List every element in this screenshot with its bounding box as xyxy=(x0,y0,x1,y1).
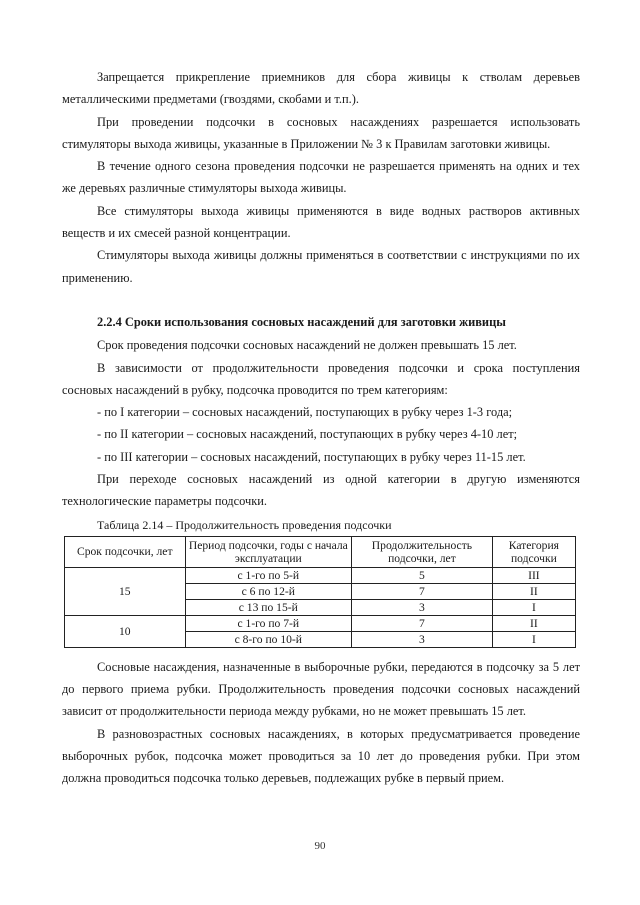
cell-term: 15 xyxy=(65,567,186,615)
tapping-duration-table xyxy=(64,536,576,648)
paragraph-categories-intro: В зависимости от продолжительности проведения подсочки и срока поступления сосновых насаждений в рубку, подсочка проводится по трем категориям: xyxy=(62,360,580,397)
table-header-row xyxy=(65,536,576,567)
paragraph-season-restriction: В течение одного сезона проведения подсочки не разрешается применять на одних и тех же деревьях различные стимуляторы выхода живицы. xyxy=(62,159,580,196)
cell-period: с 6 по 12-й xyxy=(185,583,352,599)
cell-category: I xyxy=(492,599,575,615)
cell-term: 10 xyxy=(65,615,186,647)
header-tapping-term: Срок подсочки, лет xyxy=(65,536,186,567)
page-number: 90 xyxy=(314,840,326,852)
header-tapping-period: Период подсочки, годы с начала эксплуатации xyxy=(185,536,352,567)
paragraph-stimulators-allowed: При проведении подсочки в сосновых насаждениях разрешается использовать стимуляторы выхода живицы, указанные в Приложении № 3 к Правилам заготовки живицы. xyxy=(62,114,580,151)
paragraph-category-change: При переходе сосновых насаждений из одной категории в другую изменяются технологические параметры подсочки. xyxy=(62,472,580,509)
cell-duration: 3 xyxy=(352,631,493,647)
cell-period: с 1-го по 7-й xyxy=(185,615,352,631)
cell-category: I xyxy=(492,631,575,647)
cell-duration: 5 xyxy=(352,567,493,583)
table-row xyxy=(65,615,576,631)
cell-category: II xyxy=(492,615,575,631)
cell-category: II xyxy=(492,583,575,599)
header-tapping-category: Категория подсочки xyxy=(492,536,575,567)
header-tapping-duration: Продолжительность подсочки, лет xyxy=(352,536,493,567)
section-heading: 2.2.4 Сроки использования сосновых насаждений для заготовки живицы xyxy=(97,314,506,329)
list-item-category-2: - по II категории – сосновых насаждений, поступающих в рубку через 4-10 лет; xyxy=(97,427,518,442)
table-caption: Таблица 2.14 – Продолжительность проведения подсочки xyxy=(97,517,392,532)
cell-period: с 1-го по 5-й xyxy=(185,567,352,583)
list-item-category-1: - по I категории – сосновых насаждений, поступающих в рубку через 1-3 года; xyxy=(97,405,513,420)
paragraph-max-term: Срок проведения подсочки сосновых насаждений не должен превышать 15 лет. xyxy=(97,338,517,353)
cell-period: с 13 по 15-й xyxy=(185,599,352,615)
cell-duration: 3 xyxy=(352,599,493,615)
paragraph-attachment-ban: Запрещается прикрепление приемников для сбора живицы к стволам деревьев металлическими предметами (гвоздями, скобами и т.п.). xyxy=(62,70,580,107)
cell-duration: 7 xyxy=(352,615,493,631)
paragraph-selective-cutting: Сосновые насаждения, назначенные в выборочные рубки, передаются в подсочку за 5 лет до первого приема рубки. Продолжительность проведения подсочки сосновых насаждений зависит от продолжительности периода между рубками, но не может превышать 15 лет. xyxy=(62,659,580,719)
cell-category: III xyxy=(492,567,575,583)
paragraph-instructions: Стимуляторы выхода живицы должны применяться в соответствии с инструкциями по их применению. xyxy=(62,248,580,285)
list-item-category-3: - по III категории – сосновых насаждений, поступающих в рубку через 11-15 лет. xyxy=(97,449,526,464)
cell-period: с 8-го по 10-й xyxy=(185,631,352,647)
table-row xyxy=(65,567,576,583)
paragraph-aqueous-solutions: Все стимуляторы выхода живицы применяются в виде водных растворов активных веществ и их смесей разной концентрации. xyxy=(62,203,580,241)
cell-duration: 7 xyxy=(352,583,493,599)
document-page xyxy=(62,66,580,789)
paragraph-uneven-aged-stands: В разновозрастных сосновых насаждениях, в которых предусматривается проведение выборочных рубок, подсочка может проводиться за 10 лет до проведения рубки. При этом должна проводиться подсочка только деревьев, подлежащих рубке в первый прием. xyxy=(62,726,580,786)
